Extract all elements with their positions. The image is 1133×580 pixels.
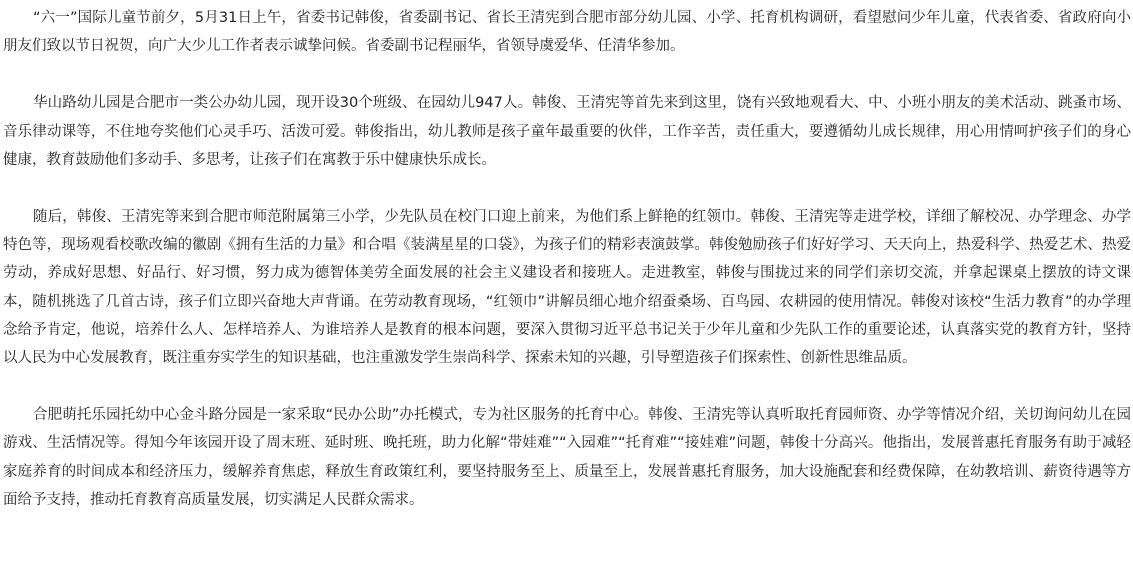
article-paragraph-1: “六一”国际儿童节前夕，5月31日上午，省委书记韩俊，省委副书记、省长王清宪到合肥市部分幼儿园、小学、托育机构调研，看望慰问少年儿童，代表省委、省政府向小朋友们致以节日祝贺，向广大少儿工作者表示诚挚问候。省委副书记程丽华，省领导虞爱华、任清华参加。 <box>3 10 1131 55</box>
article-paragraph-2: 华山路幼儿园是合肥市一类公办幼儿园，现开设30个班级、在园幼儿947人。韩俊、王清宪等首先来到这里，饶有兴致地观看大、中、小班小朋友的美术活动、跳蚤市场、音乐律动课等，不住地夸奖他们心灵手巧、活泼可爱。韩俊指出，幼儿教师是孩子童年最重要的伙伴，工作辛苦，责任重大，要遵循幼儿成长规律，用心用情呵护孩子们的身心健康，教育鼓励他们多动手、多思考，让孩子们在寓教于乐中健康快乐成长。 <box>3 95 1131 168</box>
article-body <box>3 0 1131 514</box>
article-paragraph-4: 合肥萌托乐园托幼中心金斗路分园是一家采取“民办公助”办托模式，专为社区服务的托育中心。韩俊、王清宪等认真听取托育园师资、办学等情况介绍，关切询问幼儿在园游戏、生活情况等。得知今年该园开设了周末班、延时班、晚托班，助力化解“带娃难”“入园难”“托育难”“接娃难”问题，韩俊十分高兴。他指出，发展普惠托育服务有助于减轻家庭养育的时间成本和经济压力，缓解养育焦虑，释放生育政策红利，要坚持服务至上、质量至上，发展普惠托育服务，加大设施配套和经费保障，在幼教培训、薪资待遇等方面给予支持，推动托育教育高质量发展，切实满足人民群众需求。 <box>3 407 1131 508</box>
article-paragraph-3: 随后，韩俊、王清宪等来到合肥市师范附属第三小学，少先队员在校门口迎上前来，为他们系上鲜艳的红领巾。韩俊、王清宪等走进学校，详细了解校况、办学理念、办学特色等，现场观看校歌改编的徽剧《拥有生活的力量》和合唱《装满星星的口袋》，为孩子们的精彩表演鼓掌。韩俊勉励孩子们好好学习、天天向上，热爱科学、热爱艺术、热爱劳动，养成好思想、好品行、好习惯，努力成为德智体美劳全面发展的社会主义建设者和接班人。走进教室，韩俊与围拢过来的同学们亲切交流，并拿起课桌上摆放的诗文课本，随机挑选了几首古诗，孩子们立即兴奋地大声背诵。在劳动教育现场，“红领巾”讲解员细心地介绍蚕桑场、百鸟园、农耕园的使用情况。韩俊对该校“生活力教育”的办学理念给予肯定，他说，培养什么人、怎样培养人、为谁培养人是教育的根本问题，要深入贯彻习近平总书记关于少年儿童和少先队工作的重要论述，认真落实党的教育方针，坚持以人民为中心发展教育，既注重夯实学生的知识基础，也注重激发学生崇尚科学、探索未知的兴趣，引导塑造孩子们探索性、创新性思维品质。 <box>3 209 1131 367</box>
